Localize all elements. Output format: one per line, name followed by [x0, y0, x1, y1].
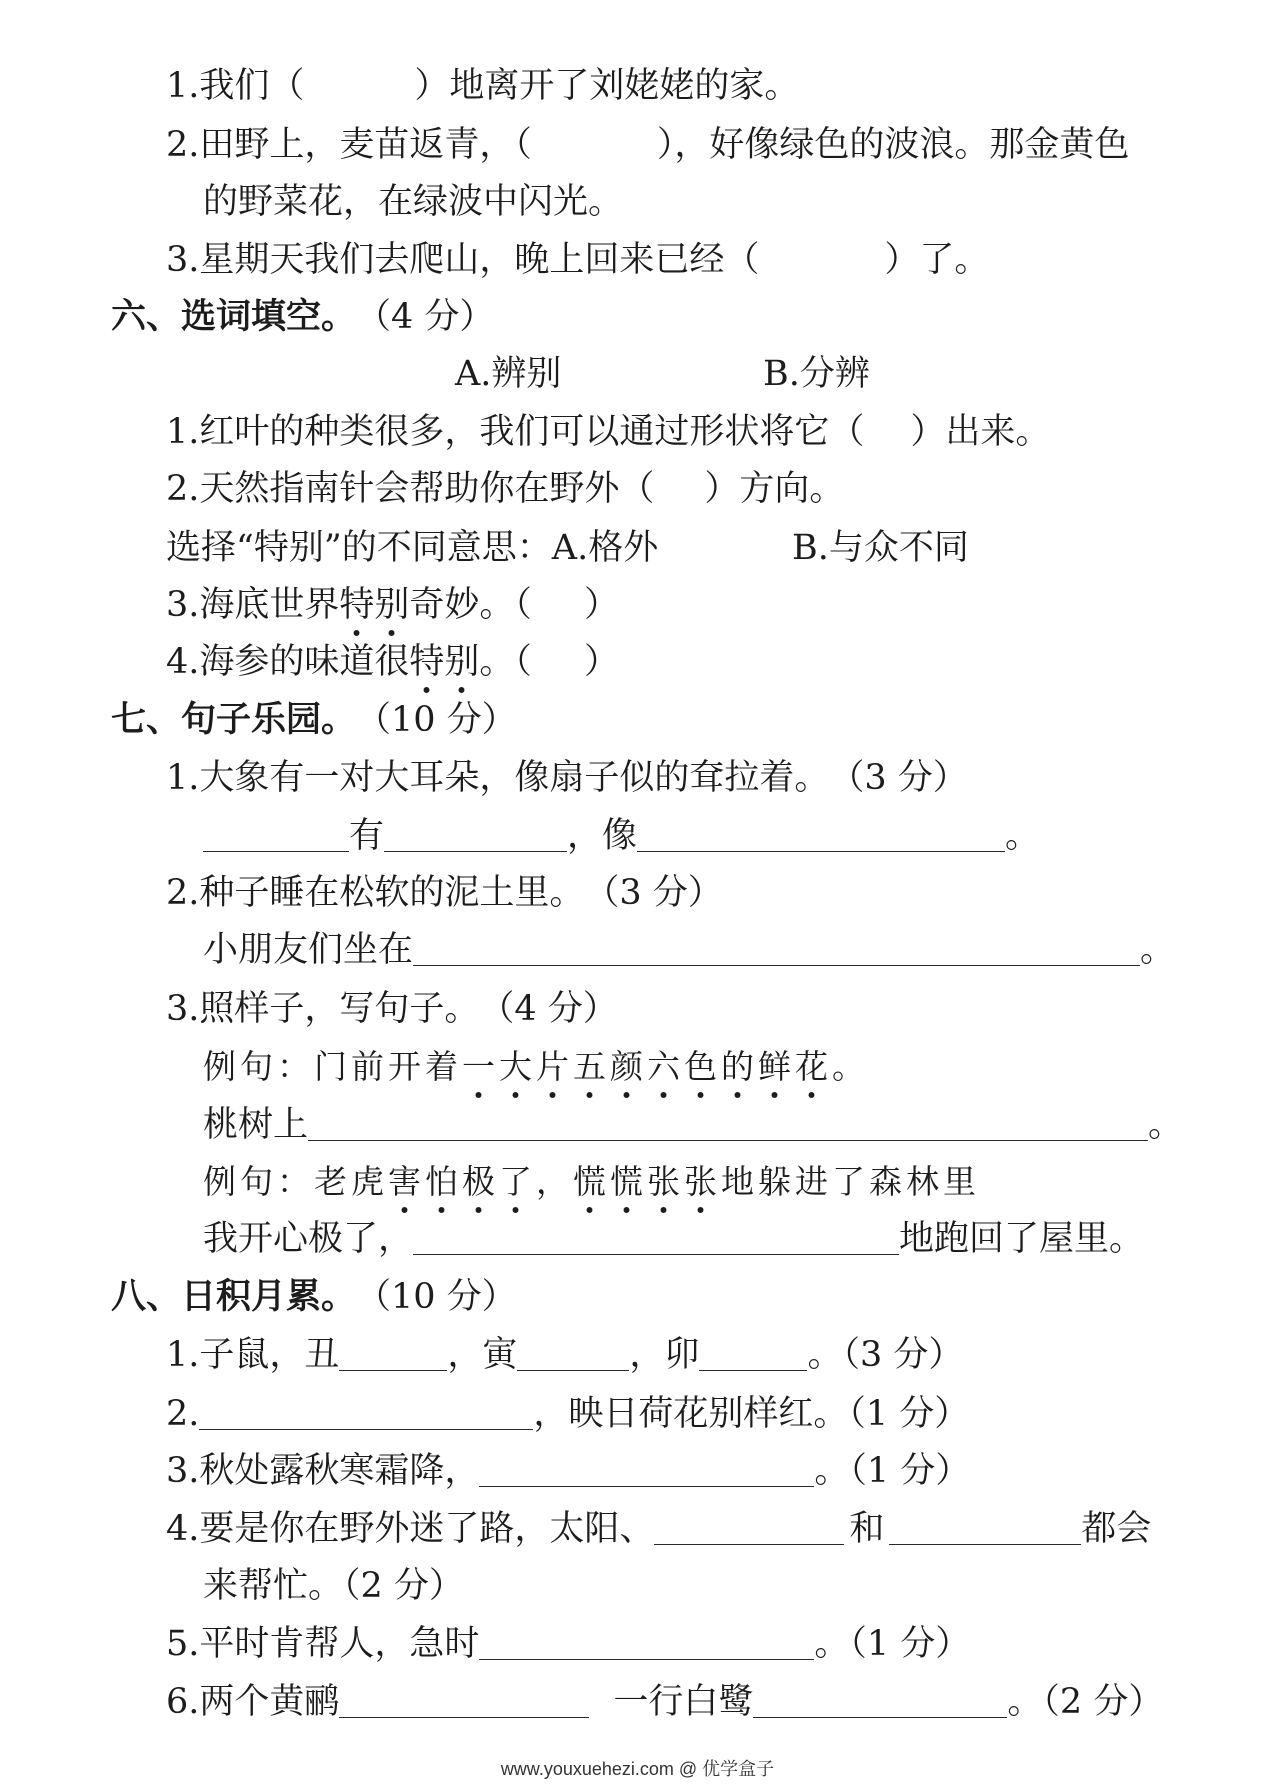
fill-text: 地跑回了屋里。 [899, 1219, 1145, 1259]
example-sentence-1 [203, 1045, 869, 1089]
item-text: ，映日荷花别样红。（1 分） [533, 1394, 970, 1434]
emphasized-phrase: 一大片五颜六色的鲜花 [462, 1045, 832, 1101]
section-score: （10 分） [356, 1277, 517, 1317]
section-title: 七、句子乐园。 [111, 699, 357, 740]
section-7-q3 [166, 987, 618, 1031]
item-text: 的野菜花，在绿波中闪光。 [203, 182, 624, 222]
answer-paren-space [759, 270, 884, 271]
item-text: 。（1 分） [814, 1451, 971, 1491]
answer-blank [637, 821, 1005, 852]
answer-blank [384, 821, 567, 852]
section-title: 六、选词填空。 [111, 296, 357, 337]
item-text: 6.两个黄鹂 [166, 1682, 340, 1722]
item-text: 4.海参的味道很 [166, 642, 410, 682]
section-7-q3-answer-2 [203, 1217, 1144, 1261]
item-text: 。（ [479, 642, 532, 682]
section-7-q1 [166, 756, 968, 800]
answer-paren-space [532, 155, 657, 156]
item-text: 2. [166, 1394, 200, 1434]
answer-blank [889, 1514, 1081, 1545]
section-6-item-3 [166, 583, 619, 627]
question-text: 1.大象有一对大耳朵，像扇子似的耷拉着。 [166, 758, 830, 798]
section-score: （10 分） [356, 700, 517, 740]
answer-blank [479, 1629, 814, 1660]
item-text: ，寅 [447, 1335, 518, 1375]
section-6-item-1 [166, 410, 1050, 454]
item-text: ），好像绿色的波浪。那金黄色 [656, 125, 1130, 165]
section-7-q2 [166, 871, 723, 915]
answer-blank [699, 1340, 807, 1371]
question-score: （3 分） [829, 758, 968, 798]
item-text: 。（2 分） [1007, 1682, 1164, 1722]
answer-blank [199, 1399, 533, 1430]
answer-blank [308, 1110, 1148, 1141]
section-6-heading [111, 295, 494, 339]
item-text: 。（1 分） [814, 1624, 971, 1664]
meaning-prompt [166, 526, 658, 570]
item-continued-3 [166, 238, 989, 282]
fill-text: ，像 [567, 816, 638, 856]
item-text: 都会 [1081, 1509, 1152, 1549]
emphasized-phrase: 害怕极了 [388, 1160, 536, 1216]
example-text: 地躲进了森林里 [721, 1162, 980, 1201]
section-7-q2-answer [203, 928, 1175, 972]
fill-text: 有 [349, 816, 385, 856]
section-6-item-4 [166, 640, 619, 684]
option-text: A.辨别 [455, 354, 562, 394]
item-text: ）方向。 [704, 469, 845, 509]
item-text: 4.要是你在野外迷了路，太阳、 [166, 1509, 655, 1549]
item-text: 一行白鹭 [613, 1682, 754, 1722]
example-sentence-2 [203, 1160, 980, 1204]
section-8-item-6 [166, 1680, 1163, 1724]
example-text: 。 [832, 1047, 869, 1086]
example-text: 门前开着 [314, 1047, 462, 1086]
example-label: 例句： [203, 1047, 314, 1086]
item-text: 1.我们（ [166, 66, 305, 106]
item-continued-2 [166, 123, 1129, 167]
word-option-b [763, 352, 870, 396]
fill-text: 。 [1005, 816, 1041, 856]
item-text: ，卯 [629, 1335, 700, 1375]
item-text: 3.海底世界 [166, 585, 340, 625]
item-text: 5.平时肯帮人，急时 [166, 1624, 480, 1664]
emphasized-phrase: 慌慌张张 [573, 1160, 721, 1216]
question-text: 2.种子睡在松软的泥土里。 [166, 873, 585, 913]
answer-blank [654, 1514, 844, 1545]
item-text: ） [583, 585, 619, 625]
item-text: 奇妙。（ [409, 585, 532, 625]
fill-text: 。 [1148, 1105, 1184, 1145]
item-text: ）了。 [884, 240, 990, 280]
answer-paren-space [532, 615, 584, 616]
fill-text: 小朋友们坐在 [203, 930, 414, 970]
section-6-item-2 [166, 467, 844, 511]
answer-paren-space [304, 96, 414, 97]
answer-paren-space [864, 442, 910, 443]
example-label: 例句： [203, 1162, 314, 1201]
meaning-option-a: A.格外 [551, 528, 659, 568]
emphasized-word: 特别 [409, 640, 479, 696]
answer-blank [413, 1224, 899, 1255]
item-text: 。（3 分） [807, 1335, 964, 1375]
item-text: 1.红叶的种类很多，我们可以通过形状将它（ [166, 412, 865, 452]
option-text: B.分辨 [763, 354, 870, 394]
meaning-option-b-line [792, 526, 969, 570]
section-title: 八、日积月累。 [111, 1276, 357, 1317]
item-continued-2-cont [203, 180, 623, 224]
item-text: ）地离开了刘姥姥的家。 [414, 66, 800, 106]
answer-paren-space [532, 672, 584, 673]
fill-text: 我开心极了， [203, 1219, 414, 1259]
word-option-a [455, 352, 561, 396]
example-text: 老虎 [314, 1162, 388, 1201]
item-text: 1.子鼠，丑 [166, 1335, 340, 1375]
section-7-q1-answer [203, 814, 1040, 858]
item-text: 3.秋处露秋寒霜降， [166, 1451, 480, 1491]
section-8-heading [111, 1275, 517, 1319]
answer-blank [413, 935, 1140, 966]
section-7-heading [111, 698, 517, 742]
answer-blank [517, 1340, 629, 1371]
answer-blank [479, 1456, 814, 1487]
fill-text: 。 [1140, 930, 1176, 970]
answer-blank [339, 1687, 589, 1718]
section-7-q3-answer-1 [203, 1103, 1183, 1147]
item-text: 3.星期天我们去爬山，晚上回来已经（ [166, 240, 760, 280]
item-continued-1 [166, 64, 799, 108]
footer-watermark: www.youxuehezi.com @ 优学盒子 [500, 1759, 775, 1779]
question-score: （3 分） [584, 873, 723, 913]
section-8-item-4-cont [203, 1564, 464, 1608]
example-text: ， [536, 1162, 573, 1201]
section-8-item-2 [166, 1392, 969, 1436]
section-score: （4 分） [356, 297, 495, 337]
question-score: （4 分） [479, 989, 618, 1029]
answer-paren-space [654, 499, 704, 500]
item-text: 来帮忙。（2 分） [203, 1566, 464, 1606]
section-8-item-5 [166, 1622, 970, 1666]
item-text: ） [583, 642, 619, 682]
answer-blank [339, 1340, 447, 1371]
section-8-item-3 [166, 1449, 970, 1493]
question-text: 3.照样子，写句子。 [166, 989, 480, 1029]
section-8-item-4 [166, 1507, 1151, 1551]
prompt-text: 选择“特别”的不同意思： [166, 528, 552, 568]
emphasized-word: 特别 [339, 583, 409, 639]
answer-blank [203, 821, 349, 852]
item-text: 和 [849, 1509, 885, 1549]
item-text: 2.田野上，麦苗返青，（ [166, 125, 532, 165]
answer-blank [753, 1687, 1007, 1718]
item-text: 2.天然指南针会帮助你在野外（ [166, 469, 655, 509]
fill-text: 桃树上 [203, 1105, 309, 1145]
meaning-option-b: B.与众不同 [792, 528, 969, 568]
section-8-item-1 [166, 1333, 963, 1377]
item-text: ）出来。 [910, 412, 1051, 452]
